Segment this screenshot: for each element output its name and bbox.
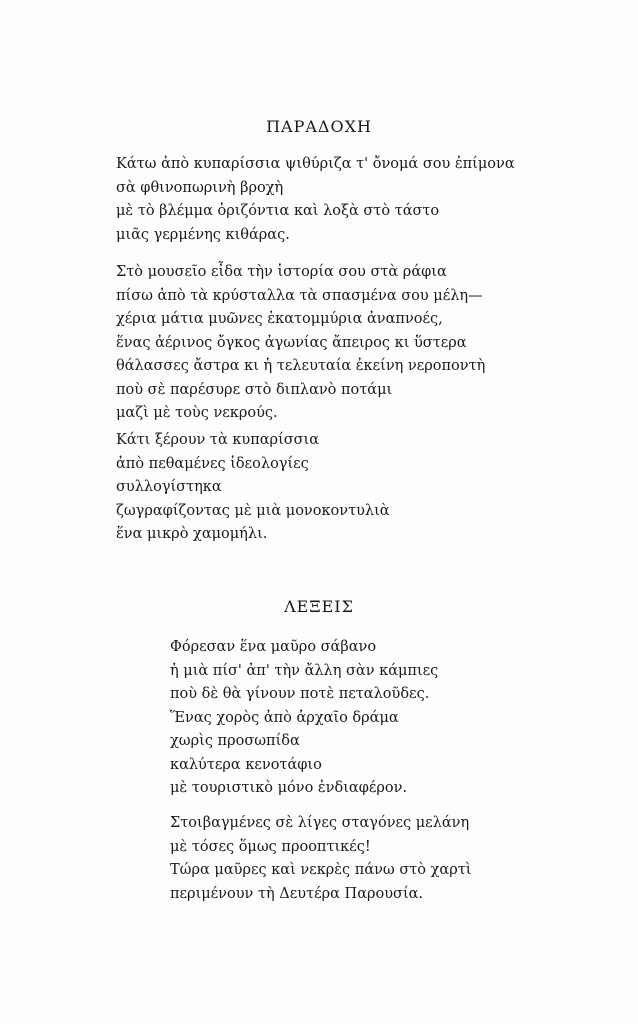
poem-title: ΛΕΞΕΙΣ: [284, 597, 354, 616]
stanza: [116, 153, 515, 247]
poem-line: Στὸ μουσεῖο εἶδα τὴν ἱστορία σου στὰ ράφια: [116, 264, 447, 280]
poem-line: σὰ φθινοπωρινὴ βροχὴ: [116, 179, 284, 196]
poem-line: ζωγραφίζοντας μὲ μιὰ μονοκοντυλιὰ: [116, 502, 390, 519]
poem-line: ἕνα μικρὸ χαμομήλι.: [116, 526, 268, 542]
poem-line: ἕνας ἀέρινος ὄγκος ἀγωνίας ἄπειρος κι ὕστερα: [116, 334, 467, 351]
poem-line: συλλογίστηκα: [116, 479, 222, 495]
poem-line: χωρὶς προσωπίδα: [170, 733, 300, 749]
poem-line: Τώρα μαῦρες καὶ νεκρὲς πάνω στὸ χαρτὶ: [170, 862, 472, 878]
poem-line: χέρια μάτια μυῶνες ἑκατομμύρια ἀναπνοές,: [116, 311, 443, 327]
poem-line: μιᾶς γερμένης κιθάρας.: [116, 226, 290, 243]
poem-line: ποὺ δὲ θὰ γίνουν ποτὲ πεταλοῦδες.: [170, 686, 430, 702]
poem-line: μὲ τόσες ὅμως προοπτικές!: [170, 838, 371, 855]
stanza: [116, 261, 485, 426]
poem-line: Κάτι ξέρουν τὰ κυπαρίσσια: [116, 432, 320, 448]
poem-line: Ἕνας χορὸς ἀπὸ ἀρχαῖο δράμα: [170, 709, 399, 726]
poem-line: μὲ τὸ βλέμμα ὁριζόντια καὶ λοξὰ στὸ τάστο: [116, 203, 440, 219]
poem-line: ἡ μιὰ πίσ' ἀπ' τὴν ἄλλη σὰν κάμπιες: [170, 662, 439, 679]
poem-line: ἀπὸ πεθαμένες ἰδεολογίες: [116, 455, 309, 472]
poem-line: περιμένουν τὴ Δευτέρα Παρουσία.: [170, 885, 424, 902]
poem-line: θάλασσες ἄστρα κι ἡ τελευταία ἐκείνη νεροποντὴ: [116, 358, 486, 374]
stanza: [170, 812, 471, 906]
poem-line: Φόρεσαν ἕνα μαῦρο σάβανο: [170, 639, 377, 655]
poem-line: μὲ τουριστικὸ μόνο ἐνδιαφέρον.: [170, 780, 408, 796]
poem-title: ΠΑΡΑΔΟΧΗ: [266, 117, 372, 136]
poem-line: πίσω ἀπὸ τὰ κρύσταλλα τὰ σπασμένα σου μέλη—: [116, 287, 483, 304]
poem-line: Στοιβαγμένες σὲ λίγες σταγόνες μελάνη: [170, 815, 470, 831]
stanza: [170, 636, 438, 801]
poem-line: ποὺ σὲ παρέσυρε στὸ διπλανὸ ποτάμι: [116, 381, 393, 398]
poem-line: μαζὶ μὲ τοὺς νεκρούς.: [116, 405, 278, 421]
stanza: [116, 429, 390, 547]
poem-line: Κάτω ἀπὸ κυπαρίσσια ψιθύριζα τ' ὄνομά σου ἐπίμονα: [116, 156, 515, 172]
poem-line: καλύτερα κενοτάφιο: [170, 756, 322, 773]
